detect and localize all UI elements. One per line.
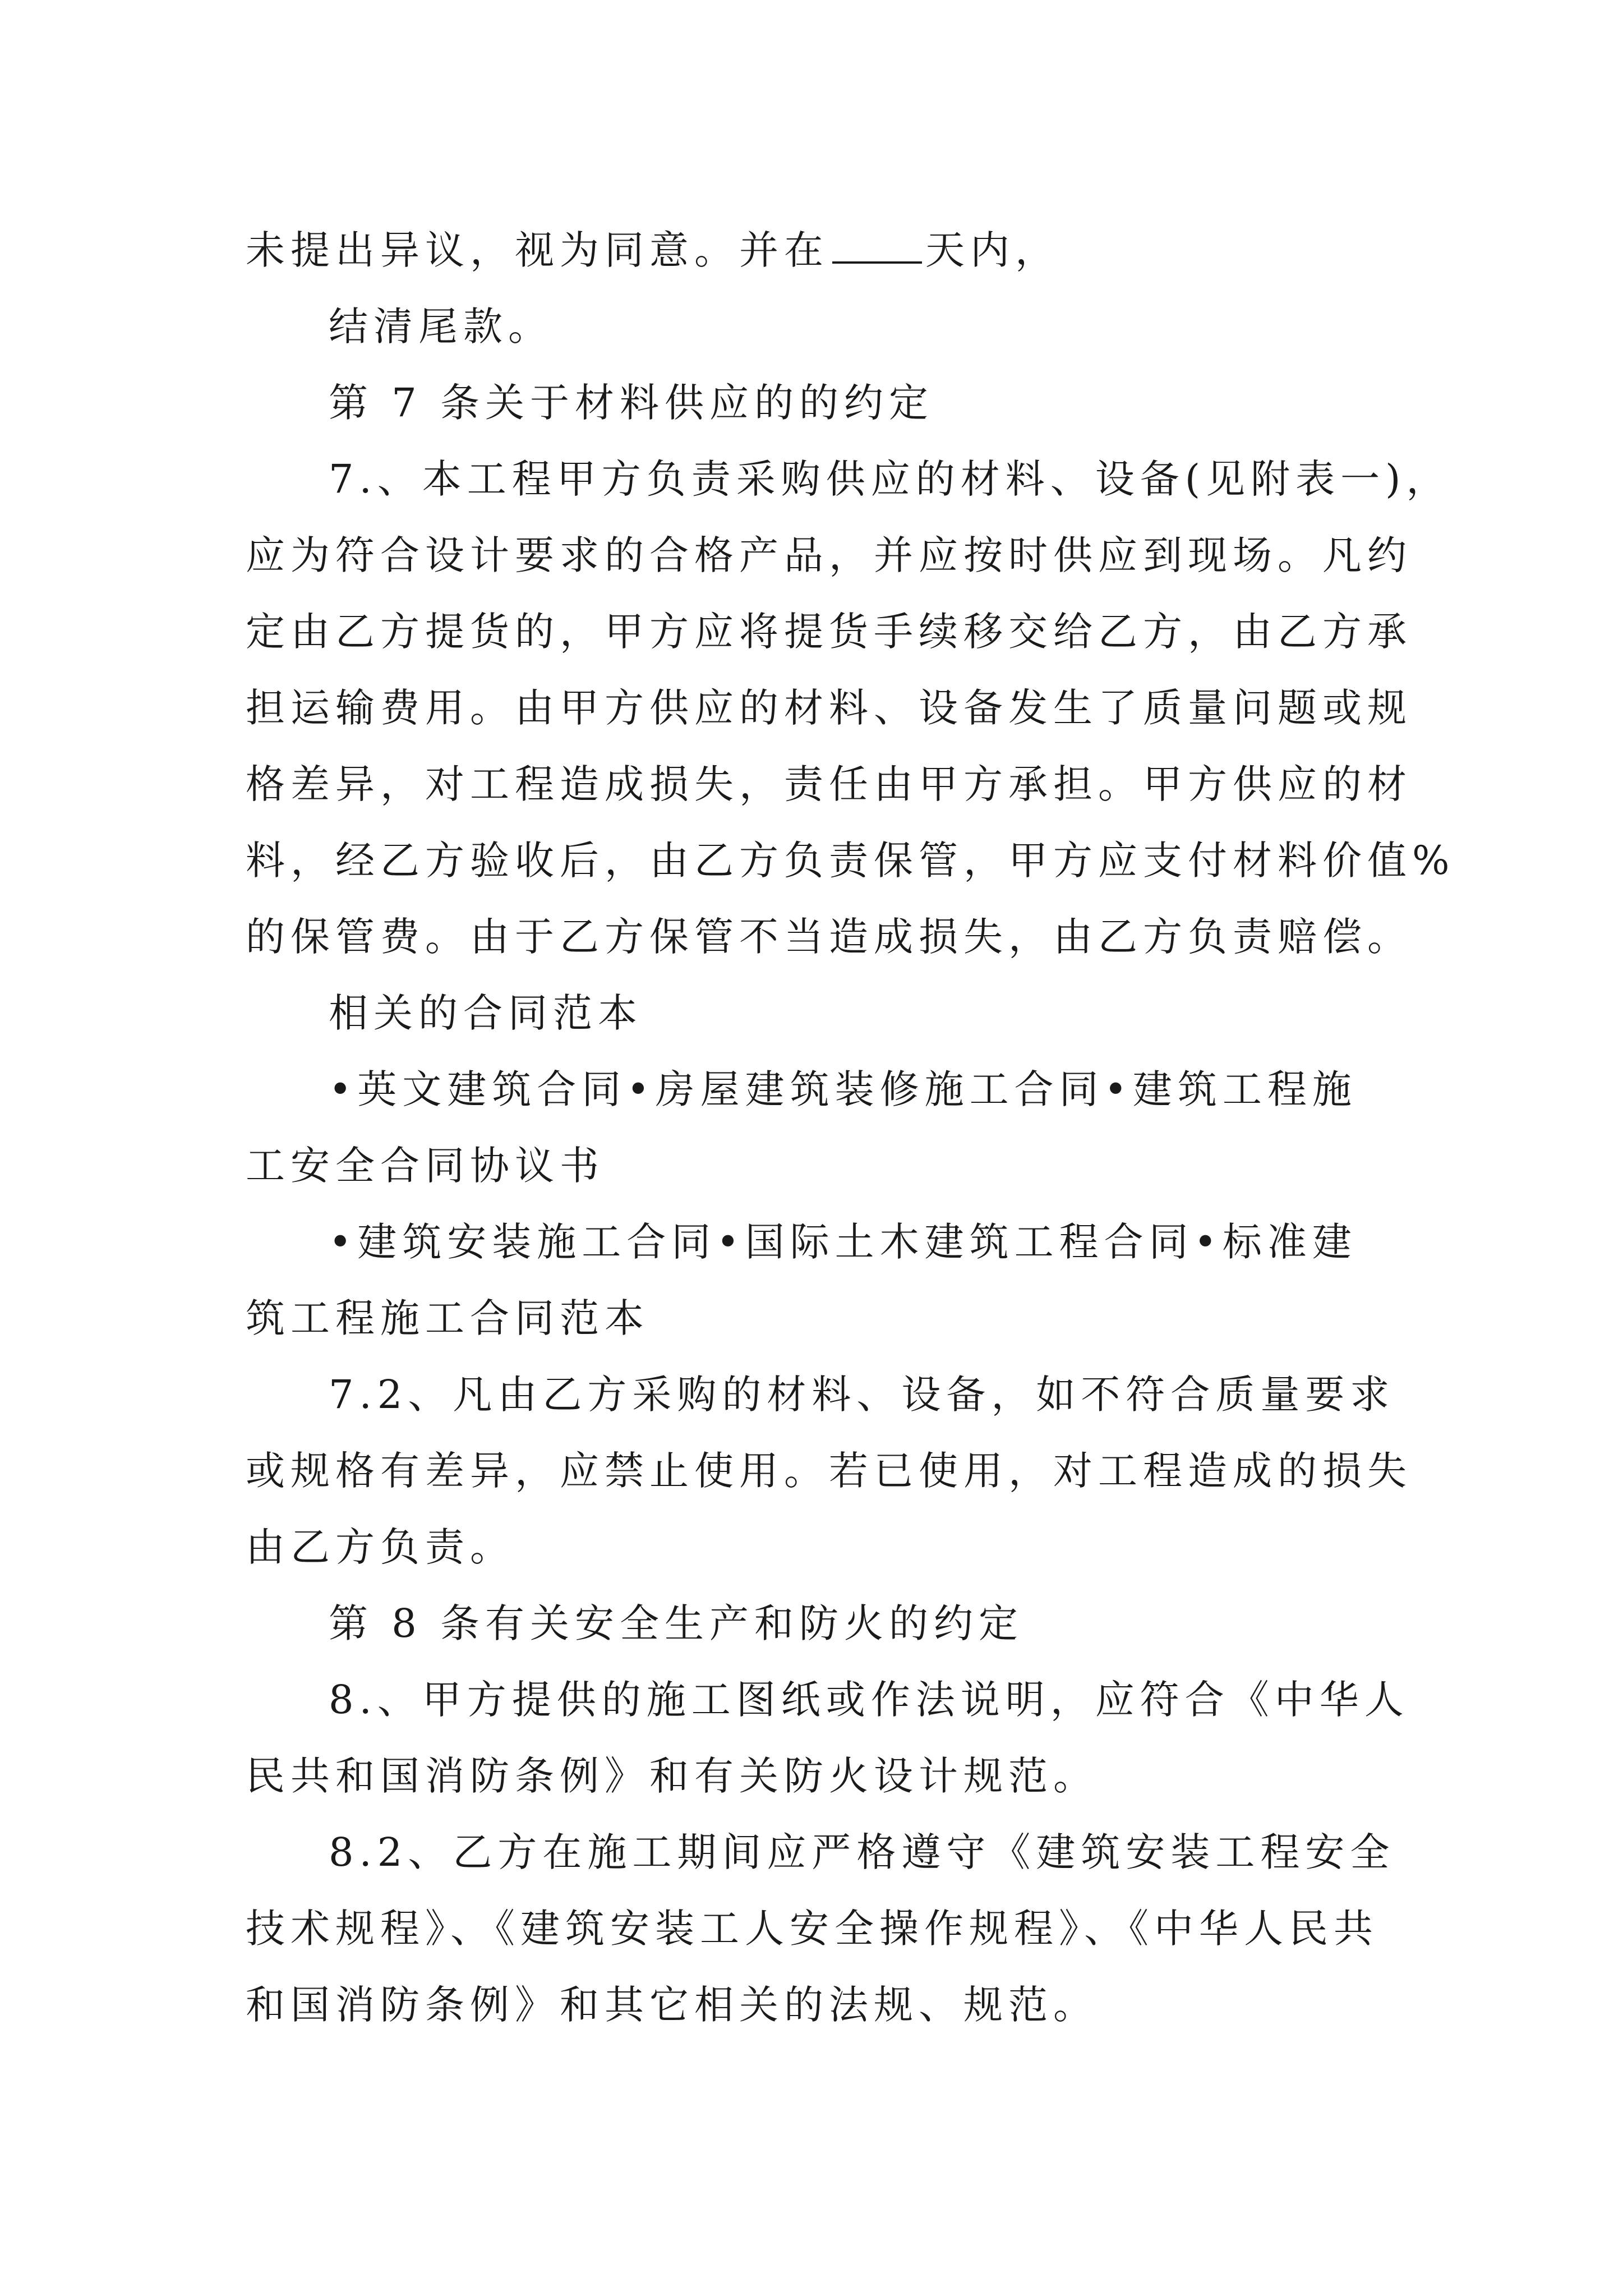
text-line	[246, 1204, 1418, 1280]
fill-in-blank	[832, 228, 922, 264]
text-line	[246, 1280, 1418, 1356]
line-text: 格差异，对工程造成损失，责任由甲方承担。甲方供应的材	[246, 761, 1412, 807]
line-text: 定由乙方提货的，甲方应将提货手续移交给乙方，由乙方承	[246, 609, 1412, 655]
text-line	[246, 1967, 1418, 2043]
line-text: 的保管费。由于乙方保管不当造成损失，由乙方负责赔偿。	[246, 914, 1412, 960]
text-line	[246, 441, 1451, 517]
text-line	[246, 899, 1418, 975]
text-line	[246, 1890, 1418, 1967]
line-text-after-blank: 天内，	[925, 227, 1060, 273]
line-text: •英文建筑合同•房屋建筑装修施工合同•建筑工程施	[329, 1066, 1357, 1112]
line-text: 或规格有差异，应禁止使用。若已使用，对工程造成的损失	[246, 1448, 1412, 1494]
line-text: 未提出异议，视为同意。并在	[246, 227, 829, 273]
text-line	[246, 1509, 1418, 1585]
line-text: 7.、本工程甲方负责采购供应的材料、设备(见附表一)，	[329, 456, 1451, 502]
text-line	[246, 746, 1418, 822]
line-text: 技术规程》、《建筑安装工人安全操作规程》、《中华人民共	[246, 1906, 1378, 1952]
line-text: 第 8 条有关安全生产和防火的约定	[329, 1600, 1024, 1646]
document-body	[246, 212, 1455, 2043]
line-text: 相关的合同范本	[329, 990, 643, 1036]
line-text: 7.2、凡由乙方采购的材料、设备，如不符合质量要求	[329, 1372, 1395, 1418]
text-line	[246, 365, 1418, 441]
text-line	[246, 1051, 1418, 1128]
text-line	[246, 288, 1418, 365]
text-line	[246, 1738, 1418, 1814]
text-line	[246, 212, 1418, 288]
text-line	[246, 517, 1418, 593]
line-text: 结清尾款。	[329, 303, 553, 349]
line-text: 由乙方负责。	[246, 1524, 515, 1570]
text-line	[246, 975, 1418, 1051]
text-line	[246, 1128, 1418, 1204]
text-line	[246, 1433, 1418, 1509]
line-text: 料，经乙方验收后，由乙方负责保管，甲方应支付材料价值%	[246, 838, 1455, 884]
text-line	[246, 670, 1418, 746]
line-text: 和国消防条例》和其它相关的法规、规范。	[246, 1982, 1098, 2028]
text-line	[246, 1662, 1418, 1738]
text-line	[246, 822, 1455, 899]
text-line	[246, 593, 1418, 670]
line-text: 工安全合同协议书	[246, 1143, 605, 1189]
line-text: 第 7 条关于材料供应的的约定	[329, 380, 934, 426]
line-text: 8.2、乙方在施工期间应严格遵守《建筑安装工程安全	[329, 1829, 1395, 1875]
line-text: 筑工程施工合同范本	[246, 1295, 649, 1341]
line-text: 民共和国消防条例》和有关防火设计规范。	[246, 1753, 1098, 1799]
text-line	[246, 1585, 1418, 1662]
line-text: 应为符合设计要求的合格产品，并应按时供应到现场。凡约	[246, 532, 1412, 578]
line-text: 担运输费用。由甲方供应的材料、设备发生了质量问题或规	[246, 685, 1412, 731]
text-line	[246, 1356, 1418, 1433]
line-text: 8.、甲方提供的施工图纸或作法说明，应符合《中华人	[329, 1677, 1409, 1723]
line-text: •建筑安装施工合同•国际土木建筑工程合同•标准建	[329, 1219, 1357, 1265]
text-line	[246, 1814, 1418, 1890]
